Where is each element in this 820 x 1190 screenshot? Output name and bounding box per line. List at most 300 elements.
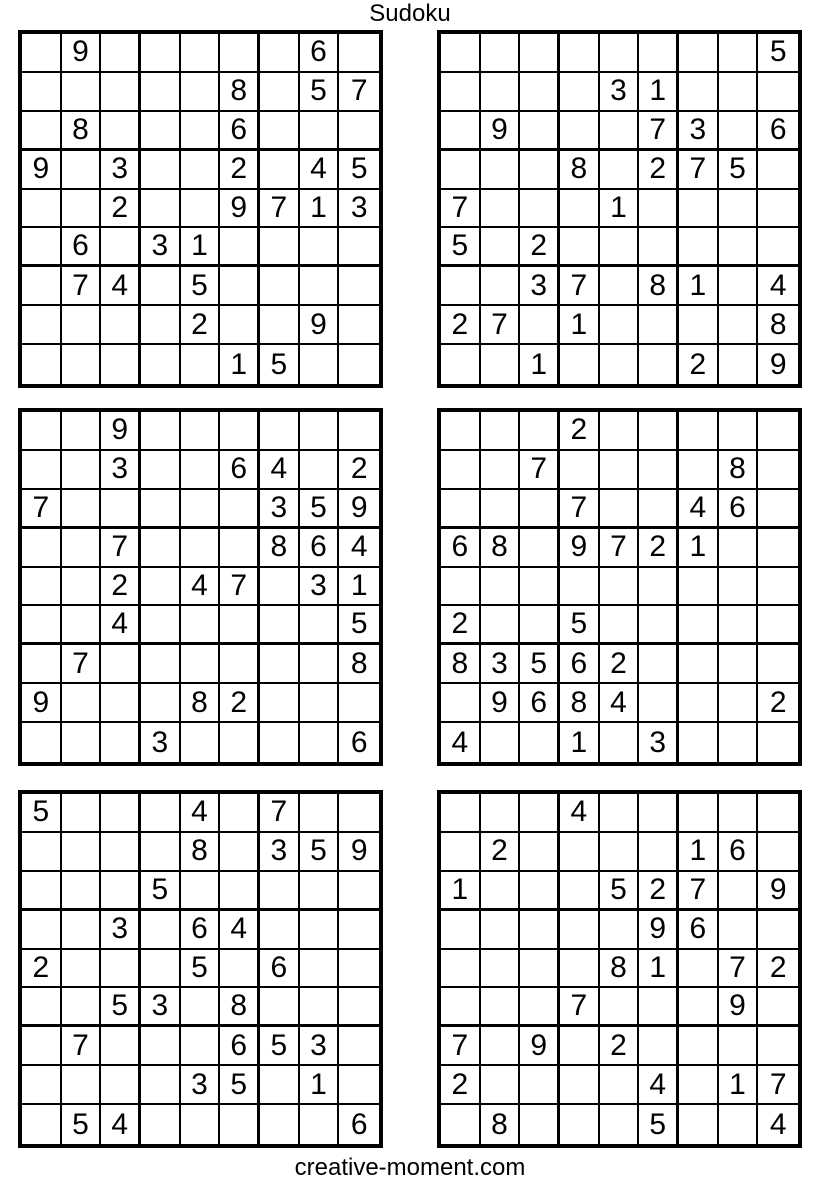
sudoku-cell <box>679 451 719 490</box>
sudoku-cell: 2 <box>639 529 679 568</box>
sudoku-cell <box>560 950 600 989</box>
sudoku-cell: 3 <box>679 112 719 151</box>
sudoku-cell <box>181 345 221 384</box>
sudoku-cell <box>441 684 481 723</box>
sudoku-cell: 7 <box>520 451 560 490</box>
sudoku-grid-4 <box>437 408 802 766</box>
sudoku-grid-5 <box>18 790 383 1148</box>
sudoku-cell <box>260 412 300 451</box>
sudoku-cell <box>101 833 141 872</box>
sudoku-cell <box>181 606 221 645</box>
sudoku-cell <box>560 112 600 151</box>
sudoku-cell <box>101 112 141 151</box>
sudoku-cell: 7 <box>62 1027 102 1066</box>
sudoku-cell <box>62 306 102 345</box>
sudoku-cell: 8 <box>560 151 600 190</box>
sudoku-cell: 3 <box>300 568 340 607</box>
sudoku-cell <box>260 872 300 911</box>
sudoku-cell <box>719 606 759 645</box>
sudoku-cell: 8 <box>220 988 260 1027</box>
sudoku-cell <box>719 645 759 684</box>
sudoku-cell <box>300 451 340 490</box>
sudoku-cell: 5 <box>300 73 340 112</box>
sudoku-cell <box>339 684 379 723</box>
sudoku-cell: 6 <box>260 950 300 989</box>
sudoku-cell <box>719 412 759 451</box>
sudoku-cell: 5 <box>22 794 62 833</box>
sudoku-cell: 3 <box>260 833 300 872</box>
sudoku-cell: 5 <box>101 988 141 1027</box>
sudoku-cell <box>758 723 798 762</box>
sudoku-cell <box>22 645 62 684</box>
sudoku-cell <box>181 151 221 190</box>
sudoku-cell: 1 <box>220 345 260 384</box>
sudoku-cell: 8 <box>560 684 600 723</box>
sudoku-cell <box>679 73 719 112</box>
sudoku-cell <box>520 872 560 911</box>
sudoku-cell: 8 <box>260 529 300 568</box>
sudoku-cell <box>101 1027 141 1066</box>
sudoku-cell <box>520 529 560 568</box>
sudoku-cell <box>300 1105 340 1144</box>
sudoku-cell: 9 <box>339 833 379 872</box>
sudoku-cell <box>339 1066 379 1105</box>
sudoku-cell <box>679 1105 719 1144</box>
sudoku-cell <box>758 490 798 529</box>
sudoku-cell: 4 <box>101 606 141 645</box>
sudoku-cell <box>679 228 719 267</box>
sudoku-cell: 7 <box>260 190 300 229</box>
sudoku-cell <box>220 872 260 911</box>
sudoku-cell <box>719 684 759 723</box>
sudoku-cell <box>639 606 679 645</box>
sudoku-cell <box>300 228 340 267</box>
sudoku-cell <box>220 950 260 989</box>
sudoku-cell: 9 <box>62 34 102 73</box>
sudoku-cell <box>441 73 481 112</box>
sudoku-cell <box>481 723 521 762</box>
sudoku-cell <box>481 73 521 112</box>
sudoku-cell <box>758 606 798 645</box>
sudoku-cell <box>758 794 798 833</box>
sudoku-cell <box>560 1027 600 1066</box>
sudoku-cell <box>520 988 560 1027</box>
sudoku-cell <box>181 112 221 151</box>
sudoku-cell <box>22 112 62 151</box>
sudoku-cell <box>141 306 181 345</box>
sudoku-cell: 5 <box>300 833 340 872</box>
sudoku-cell: 8 <box>339 645 379 684</box>
sudoku-cell <box>62 151 102 190</box>
sudoku-cell: 7 <box>679 151 719 190</box>
sudoku-cell <box>520 73 560 112</box>
sudoku-cell: 4 <box>220 911 260 950</box>
sudoku-cell <box>719 112 759 151</box>
sudoku-cell <box>62 451 102 490</box>
sudoku-cell: 7 <box>758 1066 798 1105</box>
sudoku-cell <box>22 872 62 911</box>
sudoku-cell: 5 <box>181 267 221 306</box>
sudoku-cell <box>62 345 102 384</box>
sudoku-cell <box>141 1027 181 1066</box>
sudoku-cell <box>260 1066 300 1105</box>
sudoku-cell: 2 <box>441 306 481 345</box>
sudoku-cell: 6 <box>300 529 340 568</box>
sudoku-cell <box>260 684 300 723</box>
sudoku-cell: 5 <box>62 1105 102 1144</box>
sudoku-cell: 7 <box>62 267 102 306</box>
sudoku-cell <box>719 306 759 345</box>
sudoku-cell <box>141 684 181 723</box>
sudoku-cell <box>220 412 260 451</box>
sudoku-cell <box>758 1027 798 1066</box>
sudoku-cell <box>520 34 560 73</box>
sudoku-cell <box>719 228 759 267</box>
sudoku-cell <box>101 1066 141 1105</box>
sudoku-cell <box>141 833 181 872</box>
sudoku-cell <box>481 412 521 451</box>
sudoku-cell <box>300 911 340 950</box>
sudoku-cell <box>520 911 560 950</box>
sudoku-cell <box>62 872 102 911</box>
sudoku-cell <box>441 490 481 529</box>
sudoku-cell <box>220 228 260 267</box>
sudoku-cell: 1 <box>441 872 481 911</box>
sudoku-cell: 7 <box>719 950 759 989</box>
sudoku-cell <box>101 794 141 833</box>
sudoku-cell <box>141 606 181 645</box>
sudoku-cell: 3 <box>101 151 141 190</box>
sudoku-cell <box>181 73 221 112</box>
sudoku-cell: 5 <box>600 872 640 911</box>
sudoku-cell: 1 <box>719 1066 759 1105</box>
sudoku-cell <box>481 190 521 229</box>
sudoku-cell: 2 <box>441 1066 481 1105</box>
sudoku-cell: 5 <box>441 228 481 267</box>
sudoku-cell: 9 <box>22 151 62 190</box>
sudoku-cell <box>679 606 719 645</box>
sudoku-cell <box>758 833 798 872</box>
sudoku-cell <box>22 529 62 568</box>
sudoku-cell: 6 <box>679 911 719 950</box>
sudoku-cell <box>520 568 560 607</box>
sudoku-cell <box>520 606 560 645</box>
sudoku-cell <box>220 267 260 306</box>
sudoku-cell <box>639 833 679 872</box>
sudoku-cell <box>441 988 481 1027</box>
sudoku-cell <box>62 568 102 607</box>
sudoku-cell <box>639 684 679 723</box>
sudoku-cell <box>300 267 340 306</box>
sudoku-cell <box>481 267 521 306</box>
sudoku-cell <box>181 412 221 451</box>
sudoku-cell: 9 <box>22 684 62 723</box>
sudoku-cell <box>679 645 719 684</box>
sudoku-cell <box>62 684 102 723</box>
sudoku-cell <box>141 911 181 950</box>
sudoku-cell <box>22 34 62 73</box>
sudoku-cell <box>679 190 719 229</box>
sudoku-cell: 8 <box>220 73 260 112</box>
sudoku-cell <box>639 345 679 384</box>
sudoku-cell: 9 <box>758 872 798 911</box>
sudoku-cell <box>600 267 640 306</box>
sudoku-cell <box>719 911 759 950</box>
sudoku-cell <box>719 872 759 911</box>
sudoku-cell <box>639 306 679 345</box>
sudoku-cell <box>300 412 340 451</box>
sudoku-cell <box>220 529 260 568</box>
sudoku-cell <box>260 1105 300 1144</box>
sudoku-cell <box>220 723 260 762</box>
sudoku-cell <box>181 1027 221 1066</box>
sudoku-cell <box>339 267 379 306</box>
sudoku-cell <box>600 911 640 950</box>
sudoku-cell: 3 <box>600 73 640 112</box>
sudoku-cell <box>22 345 62 384</box>
sudoku-cell <box>600 723 640 762</box>
sudoku-cell <box>22 451 62 490</box>
sudoku-cell <box>639 190 679 229</box>
sudoku-cell: 2 <box>639 151 679 190</box>
sudoku-cell <box>520 950 560 989</box>
sudoku-cell: 6 <box>520 684 560 723</box>
sudoku-cell <box>719 73 759 112</box>
sudoku-cell: 8 <box>181 684 221 723</box>
sudoku-cell <box>481 451 521 490</box>
sudoku-cell: 7 <box>62 645 102 684</box>
sudoku-cell <box>339 228 379 267</box>
sudoku-cell <box>639 645 679 684</box>
sudoku-cell: 5 <box>520 645 560 684</box>
sudoku-cell <box>441 794 481 833</box>
sudoku-cell <box>260 151 300 190</box>
sudoku-cell: 5 <box>339 151 379 190</box>
sudoku-cell <box>141 529 181 568</box>
sudoku-cell: 3 <box>639 723 679 762</box>
sudoku-cell: 2 <box>101 190 141 229</box>
sudoku-cell <box>300 645 340 684</box>
sudoku-cell <box>62 911 102 950</box>
sudoku-cell <box>22 267 62 306</box>
sudoku-cell <box>560 872 600 911</box>
sudoku-cell <box>758 568 798 607</box>
sudoku-cell <box>600 490 640 529</box>
sudoku-cell <box>62 490 102 529</box>
sudoku-cell <box>560 345 600 384</box>
sudoku-cell: 8 <box>639 267 679 306</box>
sudoku-cell <box>300 723 340 762</box>
sudoku-cell <box>62 1066 102 1105</box>
sudoku-cell <box>600 112 640 151</box>
sudoku-cell: 9 <box>639 911 679 950</box>
sudoku-cell <box>300 606 340 645</box>
sudoku-cell <box>101 950 141 989</box>
sudoku-cell <box>260 73 300 112</box>
sudoku-cell <box>101 723 141 762</box>
sudoku-cell <box>441 34 481 73</box>
sudoku-cell <box>679 568 719 607</box>
sudoku-cell <box>719 529 759 568</box>
sudoku-cell <box>181 988 221 1027</box>
sudoku-cell: 9 <box>300 306 340 345</box>
sudoku-grid-1 <box>18 30 383 388</box>
sudoku-cell <box>441 112 481 151</box>
sudoku-cell: 6 <box>62 228 102 267</box>
sudoku-cell <box>441 911 481 950</box>
sudoku-cell: 4 <box>181 568 221 607</box>
sudoku-cell: 7 <box>220 568 260 607</box>
sudoku-cell <box>520 190 560 229</box>
sudoku-cell <box>339 1027 379 1066</box>
sudoku-cell <box>339 794 379 833</box>
sudoku-cell <box>260 112 300 151</box>
sudoku-cell <box>600 306 640 345</box>
sudoku-cell: 7 <box>260 794 300 833</box>
sudoku-cell <box>300 988 340 1027</box>
sudoku-cell <box>560 568 600 607</box>
sudoku-cell <box>339 345 379 384</box>
sudoku-cell <box>260 911 300 950</box>
sudoku-cell: 9 <box>520 1027 560 1066</box>
sudoku-cell <box>719 34 759 73</box>
sudoku-cell <box>101 73 141 112</box>
sudoku-cell <box>441 151 481 190</box>
sudoku-cell <box>22 833 62 872</box>
sudoku-cell <box>758 645 798 684</box>
sudoku-cell <box>639 412 679 451</box>
sudoku-cell: 8 <box>719 451 759 490</box>
sudoku-cell: 6 <box>181 911 221 950</box>
sudoku-cell: 2 <box>220 684 260 723</box>
sudoku-cell: 7 <box>679 872 719 911</box>
sudoku-cell: 2 <box>679 345 719 384</box>
sudoku-cell: 1 <box>560 723 600 762</box>
sudoku-cell: 9 <box>719 988 759 1027</box>
sudoku-cell: 8 <box>441 645 481 684</box>
sudoku-cell: 6 <box>220 451 260 490</box>
sudoku-cell: 4 <box>758 1105 798 1144</box>
sudoku-cell: 2 <box>600 1027 640 1066</box>
sudoku-cell <box>719 568 759 607</box>
sudoku-cell <box>600 794 640 833</box>
sudoku-cell: 7 <box>560 490 600 529</box>
sudoku-cell: 2 <box>520 228 560 267</box>
sudoku-cell <box>339 34 379 73</box>
sudoku-cell: 4 <box>101 1105 141 1144</box>
sudoku-cell <box>141 1066 181 1105</box>
sudoku-cell <box>481 1027 521 1066</box>
sudoku-cell <box>639 568 679 607</box>
sudoku-cell <box>441 451 481 490</box>
sudoku-cell: 3 <box>101 911 141 950</box>
sudoku-cell: 7 <box>339 73 379 112</box>
sudoku-cell <box>481 228 521 267</box>
sudoku-cell <box>260 34 300 73</box>
sudoku-cell <box>339 872 379 911</box>
sudoku-cell <box>679 950 719 989</box>
sudoku-cell: 3 <box>141 723 181 762</box>
sudoku-cell <box>22 1066 62 1105</box>
sudoku-cell <box>220 794 260 833</box>
sudoku-cell: 8 <box>758 306 798 345</box>
sudoku-cell: 1 <box>679 833 719 872</box>
sudoku-cell: 7 <box>600 529 640 568</box>
sudoku-cell: 2 <box>600 645 640 684</box>
sudoku-cell: 2 <box>220 151 260 190</box>
sudoku-cell <box>62 190 102 229</box>
sudoku-cell <box>679 723 719 762</box>
sudoku-cell: 2 <box>339 451 379 490</box>
sudoku-cell: 7 <box>101 529 141 568</box>
sudoku-cell: 1 <box>300 1066 340 1105</box>
sudoku-cell <box>719 1027 759 1066</box>
sudoku-cell <box>679 34 719 73</box>
sudoku-cell <box>141 412 181 451</box>
sudoku-cell <box>481 151 521 190</box>
sudoku-cell <box>339 112 379 151</box>
sudoku-cell <box>520 723 560 762</box>
sudoku-cell <box>141 1105 181 1144</box>
sudoku-cell <box>441 833 481 872</box>
sudoku-cell <box>520 1105 560 1144</box>
sudoku-cell: 7 <box>441 190 481 229</box>
sudoku-cell: 2 <box>758 950 798 989</box>
sudoku-cell: 7 <box>481 306 521 345</box>
sudoku-cell: 6 <box>339 723 379 762</box>
sudoku-cell <box>520 306 560 345</box>
sudoku-cell <box>220 833 260 872</box>
sudoku-cell <box>639 228 679 267</box>
sudoku-cell: 3 <box>101 451 141 490</box>
sudoku-cell <box>719 345 759 384</box>
sudoku-cell <box>181 190 221 229</box>
sudoku-cell <box>719 1105 759 1144</box>
sudoku-cell <box>639 34 679 73</box>
sudoku-cell: 6 <box>339 1105 379 1144</box>
sudoku-cell <box>22 306 62 345</box>
sudoku-cell <box>141 451 181 490</box>
sudoku-cell: 8 <box>181 833 221 872</box>
sudoku-cell <box>220 1105 260 1144</box>
sudoku-grid-3 <box>18 408 383 766</box>
sudoku-cell: 1 <box>639 73 679 112</box>
sudoku-cell <box>719 267 759 306</box>
sudoku-cell <box>600 34 640 73</box>
sudoku-cell <box>600 412 640 451</box>
sudoku-cell: 9 <box>758 345 798 384</box>
sudoku-cell: 9 <box>481 112 521 151</box>
sudoku-cell: 5 <box>141 872 181 911</box>
sudoku-cell <box>220 306 260 345</box>
sudoku-cell <box>679 306 719 345</box>
sudoku-cell: 1 <box>560 306 600 345</box>
sudoku-cell: 2 <box>639 872 679 911</box>
sudoku-cell <box>600 228 640 267</box>
sudoku-cell <box>600 568 640 607</box>
sudoku-cell: 1 <box>300 190 340 229</box>
sudoku-cell <box>719 794 759 833</box>
sudoku-cell: 4 <box>339 529 379 568</box>
sudoku-cell <box>101 684 141 723</box>
sudoku-cell <box>758 529 798 568</box>
page-title: Sudoku <box>369 0 451 27</box>
sudoku-cell <box>520 412 560 451</box>
sudoku-cell <box>62 988 102 1027</box>
sudoku-cell <box>22 228 62 267</box>
sudoku-cell: 4 <box>260 451 300 490</box>
sudoku-cell: 3 <box>141 988 181 1027</box>
